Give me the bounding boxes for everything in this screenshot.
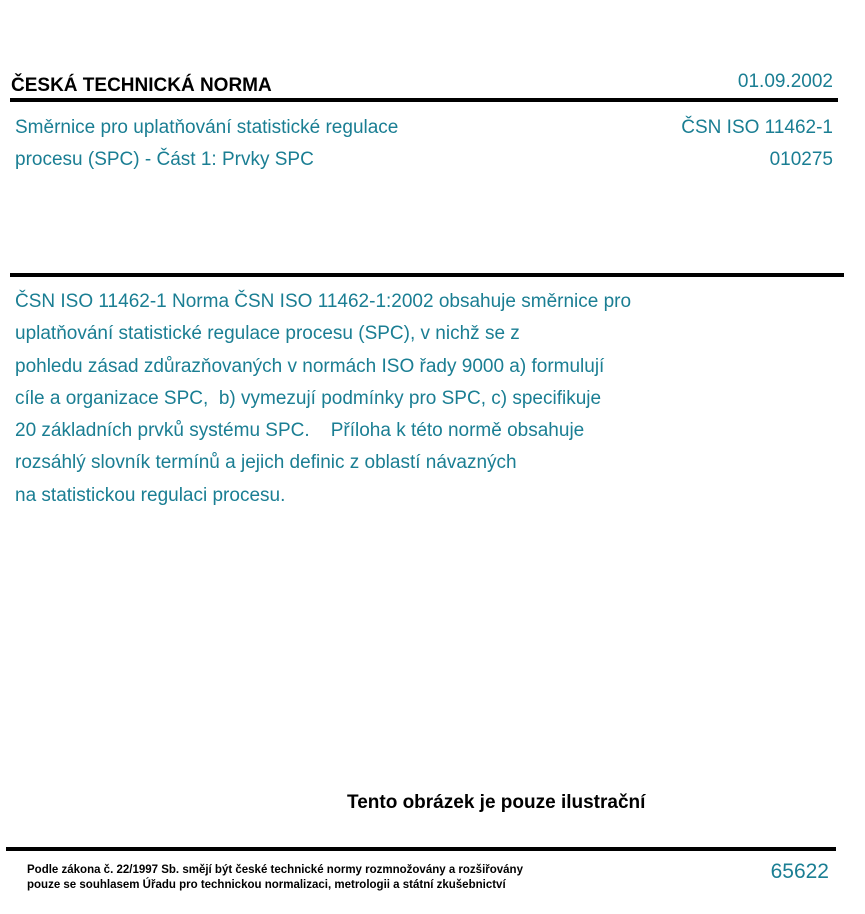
footer-legal-line: pouze se souhlasem Úřadu pro technickou normalizaci, metrologii a státní zkušebnictví: [27, 879, 506, 891]
publication-date: 01.09.2002: [737, 71, 833, 92]
standard-title-line-2: procesu (SPC) - Část 1: Prvky SPC: [15, 149, 314, 170]
abstract-line: ČSN ISO 11462-1 Norma ČSN ISO 11462-1:2002 obsahuje směrnice pro: [15, 291, 632, 312]
abstract-line: rozsáhlý slovník termínů a jejich definic z oblastí návazných: [15, 452, 517, 474]
abstract-line: pohledu zásad zdůrazňovaných v normách ISO řady 9000 a) formulují: [15, 355, 605, 377]
standard-code: ČSN ISO 11462-1: [681, 117, 833, 138]
classification-number: 010275: [769, 149, 833, 170]
abstract-line: uplatňování statistické regulace procesu (SPC), v nichž se z: [15, 323, 520, 345]
abstract-line: 20 základních prvků systému SPC. Příloha k této normě obsahuje: [15, 420, 585, 442]
footer-legal-notice: [27, 863, 523, 893]
standard-title-line-1: Směrnice pro uplatňování statistické regulace: [15, 117, 399, 138]
abstract-line: cíle a organizace SPC, b) vymezují podmínky pro SPC, c) specifikuje: [15, 387, 602, 409]
footer-legal-line: Podle zákona č. 22/1997 Sb. smějí být české technické normy rozmnožovány a rozšiřovány: [27, 864, 523, 876]
abstract-line: na statistickou regulaci procesu.: [15, 484, 286, 506]
illustration-notice: Tento obrázek je pouze ilustrační: [347, 792, 646, 813]
document-header-title: ČESKÁ TECHNICKÁ NORMA: [11, 75, 272, 96]
footer-divider: [6, 847, 836, 851]
section-divider: [10, 273, 844, 277]
footer-document-number: 65622: [770, 860, 829, 883]
header-divider: [10, 98, 838, 102]
abstract-text: [15, 286, 775, 512]
